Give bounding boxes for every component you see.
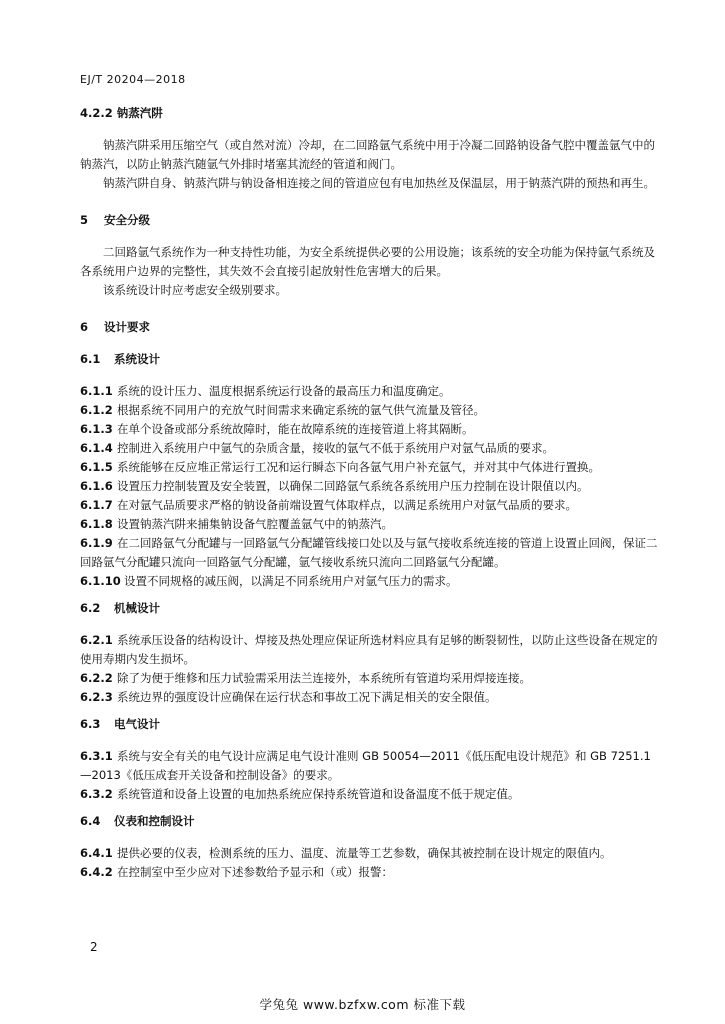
paragraph: 二回路氩气系统作为一种支持性功能，为安全系统提供必要的公用设施；该系统的安全功能为保持氩气系统及各系统用户边界的完整性，其失效不会直接引起放射性危害增大的后果。: [80, 245, 655, 278]
clause-6-1-8: 6.1.8 设置钠蒸汽阱来捕集钠设备气腔覆盖氩气中的钠蒸汽。: [80, 517, 393, 531]
paragraph: 钠蒸汽阱采用压缩空气（或自然对流）冷却，在二回路氩气系统中用于冷凝二回路钠设备气腔中覆盖氩气中的钠蒸汽，以防止钠蒸汽随氩气外排时堵塞其流经的管道和阀门。: [80, 138, 655, 171]
clause-6-4-1: 6.4.1 提供必要的仪表，检测系统的压力、温度、流量等工艺参数，确保其被控制在设计规定的限值内。: [80, 846, 612, 860]
paragraph: 钠蒸汽阱自身、钠蒸汽阱与钠设备相连接之间的管道应包有电加热丝及保温层，用于钠蒸汽阱的预热和再生。: [103, 176, 655, 190]
standard-code: EJ/T 20204—2018: [80, 73, 186, 86]
section-heading-6-4: 6.4 仪表和控制设计: [80, 814, 195, 828]
clause-6-3-2: 6.3.2 系统管道和设备上设置的电加热系统应保持系统管道和设备温度不低于规定值。: [80, 787, 520, 801]
clause-6-1-6: 6.1.6 设置压力控制装置及安全装置，以确保二回路氩气系统各系统用户压力控制在设计限值以内。: [80, 479, 589, 493]
section-heading-6-2: 6.2 机械设计: [80, 601, 161, 615]
clause-6-1-3: 6.1.3 在单个设备或部分系统故障时，能在故障系统的连接管道上将其隔断。: [80, 422, 474, 436]
clause-6-2-3: 6.2.3 系统边界的强度设计应确保在运行状态和事故工况下满足相关的安全限值。: [80, 690, 497, 704]
clause-6-1-7: 6.1.7 在对氩气品质要求严格的钠设备前端设置气体取样点，以满足系统用户对氩气品质的要求。: [80, 498, 577, 512]
page-number: 2: [90, 940, 98, 954]
section-heading-5: 5 安全分级: [80, 213, 151, 227]
page-content: [80, 104, 662, 882]
section-heading-6: 6 设计要求: [80, 320, 151, 334]
section-heading-6-3: 6.3 电气设计: [80, 717, 161, 731]
footer-watermark: 学兔兔 www.bzfxw.com 标准下载: [259, 997, 466, 1012]
clause-6-3-1: 6.3.1 系统与安全有关的电气设计应满足电气设计准则 GB 50054—2011《低压配电设计规范》和 GB 7251.1—2013《低压成套开关设备和控制设备》的要求。: [80, 749, 651, 782]
clause-6-1-5: 6.1.5 系统能够在反应堆正常运行工况和运行瞬态下向各氩气用户补充氩气，并对其中气体进行置换。: [80, 460, 600, 474]
clause-6-1-4: 6.1.4 控制进入系统用户中氩气的杂质含量，接收的氩气不低于系统用户对氩气品质的要求。: [80, 441, 554, 455]
clause-6-2-2: 6.2.2 除了为便于维修和压力试验需采用法兰连接外，本系统所有管道均采用焊接连接。: [80, 671, 531, 685]
clause-6-4-2: 6.4.2 在控制室中至少应对下述参数给予显示和（或）报警：: [80, 865, 393, 879]
clause-6-1-9: 6.1.9 在二回路氩气分配罐与一回路氩气分配罐管线接口处以及与氩气接收系统连接的管道上设置止回阀，保证二回路氩气分配罐只流向一回路氩气分配罐，氩气接收系统只流向二回路氩气分配罐。: [80, 536, 658, 569]
clause-6-2-1: 6.2.1 系统承压设备的结构设计、焊接及热处理应保证所选材料应具有足够的断裂韧性，以防止这些设备在规定的使用寿期内发生损坏。: [80, 633, 658, 666]
paragraph: 该系统设计时应考虑安全级别要求。: [103, 283, 287, 297]
section-heading-6-1: 6.1 系统设计: [80, 352, 161, 366]
clause-6-1-2: 6.1.2 根据系统不同用户的充放气时间需求来确定系统的氩气供气流量及管径。: [80, 403, 485, 417]
clause-6-1-1: 6.1.1 系统的设计压力、温度根据系统运行设备的最高压力和温度确定。: [80, 384, 451, 398]
clause-6-1-10: 6.1.10 设置不同规格的减压阀，以满足不同系统用户对氩气压力的需求。: [80, 574, 458, 588]
section-heading-4-2-2: 4.2.2 钠蒸汽阱: [80, 106, 163, 120]
